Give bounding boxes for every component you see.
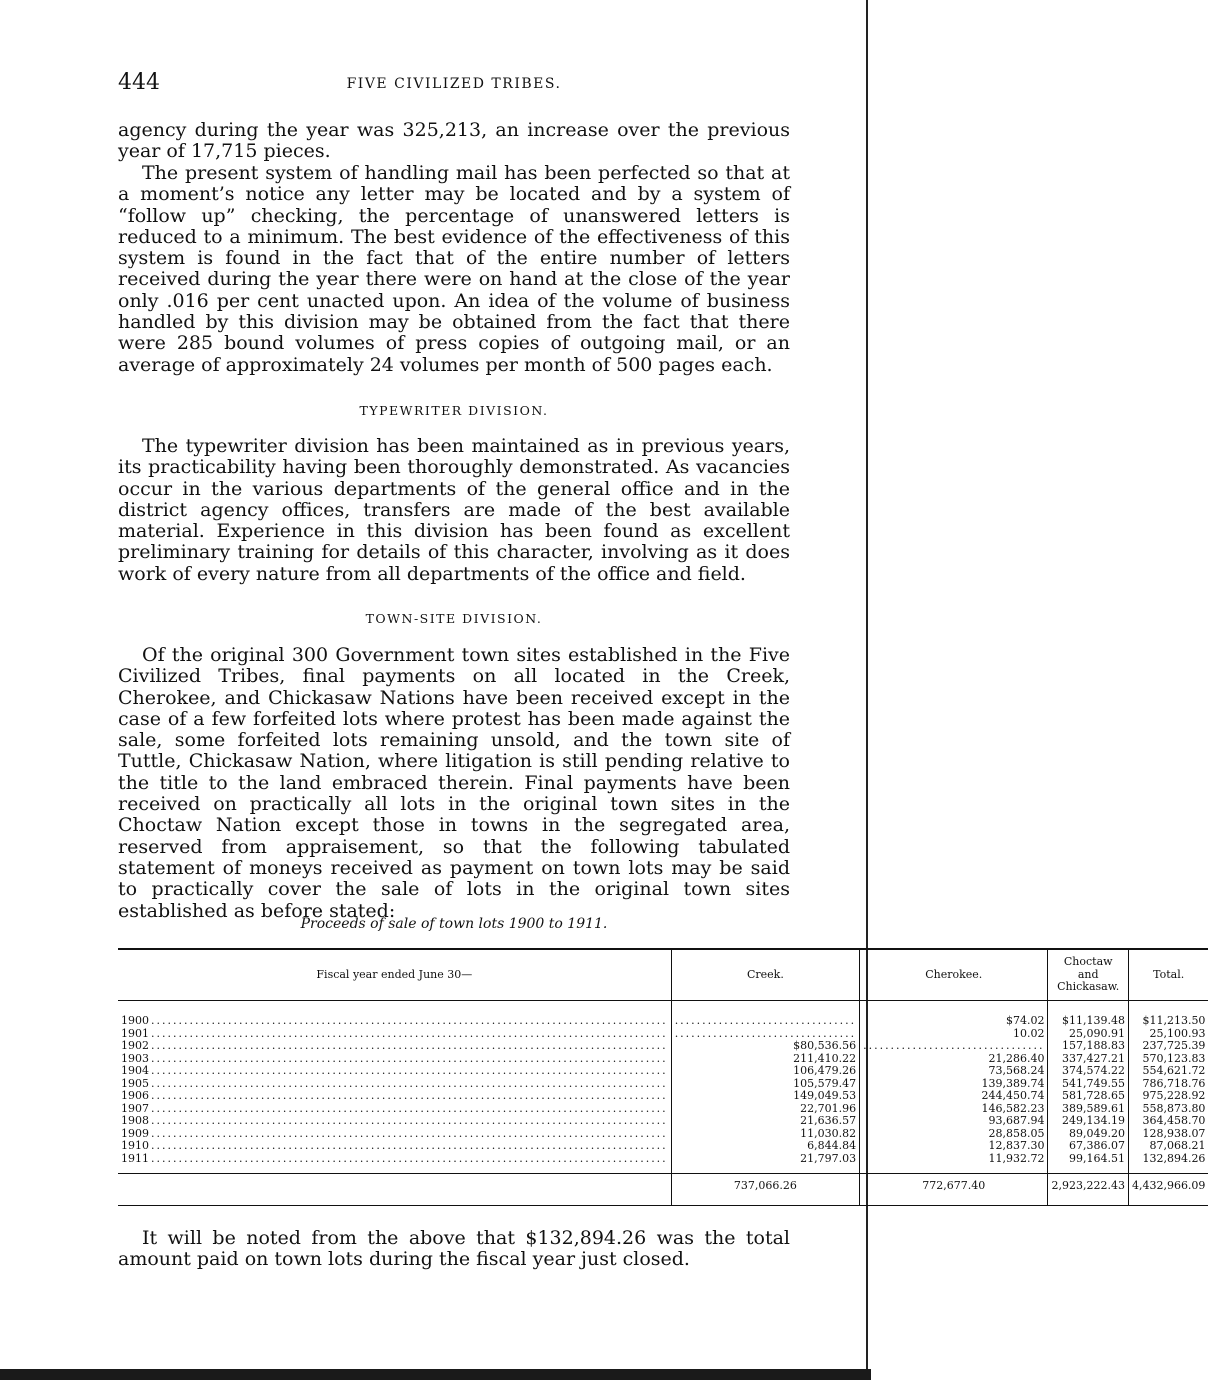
row-year: 1900 .............................................................................................. — [121, 1014, 668, 1027]
header-total: Total. — [1128, 949, 1208, 1001]
row-total: 558,873.80 — [1128, 1103, 1208, 1116]
proceeds-table — [118, 948, 1208, 1206]
total-choctaw: 2,923,222.43 — [1048, 1174, 1128, 1206]
row-total: 87,068.21 — [1128, 1140, 1208, 1153]
paragraph-mail-count: agency during the year was 325,213, an increase over the previous year of 17,715 pieces. — [118, 119, 790, 163]
heading-town-site-division: TOWN-SITE DIVISION. — [365, 611, 543, 626]
table-row — [118, 1065, 1208, 1078]
row-creek: 11,030.82 — [671, 1128, 859, 1141]
row-creek: 106,479.26 — [671, 1065, 859, 1078]
table-row — [118, 1001, 1208, 1028]
row-cherokee: $74.02 — [860, 1001, 1048, 1028]
row-creek-empty: ................................. — [671, 1001, 859, 1028]
header-choctaw-chickasaw: Choctaw and Chickasaw. — [1048, 949, 1128, 1001]
row-year: 1901 .............................................................................................. — [121, 1026, 668, 1040]
row-cherokee: 244,450.74 — [860, 1090, 1048, 1103]
row-cherokee: 28,858.05 — [860, 1128, 1048, 1141]
table-totals-row — [118, 1174, 1208, 1206]
row-creek: 6,844.84 — [671, 1140, 859, 1153]
row-choctaw: 541,749.55 — [1048, 1078, 1128, 1091]
row-total: 975,228.92 — [1128, 1090, 1208, 1103]
totals-label — [118, 1174, 671, 1206]
row-total: 132,894.26 — [1128, 1153, 1208, 1174]
row-choctaw: 581,728.65 — [1048, 1090, 1128, 1103]
paragraph-mail-system: The present system of handling mail has been perfected so that at a moment’s notice any letter may be located and by a system of “follow up” checking, the percentage of unanswered letters is reduced to a minimum. The best evidence of the effectiveness of this system is found in the fact that of the entire number of letters received during the year there were on hand at the close of the year only .016 per cent unacted upon. An idea of the volume of business handled by this division may be obtained from the fact that there were 285 bound volumes of press copies of outgoing mail, or an average of approximately 24 volumes per month of 500 pages each. — [118, 162, 790, 376]
row-cherokee: 10.02 — [860, 1028, 1048, 1041]
row-cherokee: 139,389.74 — [860, 1078, 1048, 1091]
table-row — [118, 1115, 1208, 1128]
row-total: 25,100.93 — [1128, 1028, 1208, 1041]
table-header-row — [118, 949, 1208, 1001]
table-row — [118, 1153, 1208, 1174]
header-cherokee: Cherokee. — [860, 949, 1048, 1001]
row-total: 364,458.70 — [1128, 1115, 1208, 1128]
row-choctaw: 67,386.07 — [1048, 1140, 1128, 1153]
row-total: 128,938.07 — [1128, 1128, 1208, 1141]
row-choctaw: 89,049.20 — [1048, 1128, 1128, 1141]
row-cherokee-empty: ................................. — [860, 1040, 1048, 1053]
row-cherokee: 11,932.72 — [860, 1153, 1048, 1174]
row-creek: 21,797.03 — [671, 1153, 859, 1174]
row-creek: 22,701.96 — [671, 1103, 859, 1116]
row-creek: 211,410.22 — [671, 1053, 859, 1066]
row-creek: 149,049.53 — [671, 1090, 859, 1103]
heading-typewriter-division: TYPEWRITER DIVISION. — [359, 403, 549, 418]
row-total: 786,718.76 — [1128, 1078, 1208, 1091]
row-year: 1902 .............................................................................................. — [121, 1039, 668, 1052]
header-fiscal-year: Fiscal year ended June 30— — [118, 949, 671, 1001]
row-creek-empty: ................................. — [671, 1028, 859, 1041]
row-choctaw: 249,134.19 — [1048, 1115, 1128, 1128]
row-choctaw: 99,164.51 — [1048, 1153, 1128, 1174]
total-creek: 737,066.26 — [671, 1174, 859, 1206]
table-row — [118, 1040, 1208, 1053]
row-year: 1903 .............................................................................................. — [121, 1051, 668, 1065]
row-year: 1911 .............................................................................................. — [121, 1151, 668, 1165]
running-title: FIVE CIVILIZED TRIBES. — [346, 76, 562, 92]
row-year: 1908 .............................................................................................. — [121, 1114, 668, 1127]
total-cherokee: 772,677.40 — [860, 1174, 1048, 1206]
row-year: 1907 .............................................................................................. — [121, 1101, 668, 1115]
paragraph-typewriter: The typewriter division has been maintained as in previous years, its practicability having been thoroughly demonstrated. As vacancies occur in the various departments of the general office and in the district agency offices, transfers are made of the best available material. Experience in this division has been found as excellent preliminary training for details of this character, involving as it does work of every nature from all departments of the office and field. — [118, 435, 790, 585]
paragraph-town-site: Of the original 300 Government town sites established in the Five Civilized Tribes, final payments on all located in the Creek, Cherokee, and Chickasaw Nations have been received except in the case of a few forfeited lots where protest has been made against the sale, some forfeited lots remaining unsold, and the town site of Tuttle, Chickasaw Nation, where litigation is still pending relative to the title to the land embraced therein. Final payments have been received on practically all lots in the original town sites in the Choctaw Nation except those in towns in the segregated area, reserved from appraisement, so that the following tabulated statement of moneys received as payment on town lots may be said to practically cover the sale of lots in the original town sites established as before stated: — [118, 644, 790, 922]
row-choctaw: 25,090.91 — [1048, 1028, 1128, 1041]
row-choctaw: 337,427.21 — [1048, 1053, 1128, 1066]
row-total: 237,725.39 — [1128, 1040, 1208, 1053]
paragraph-closing: It will be noted from the above that $132,894.26 was the total amount paid on town lots during the fiscal year just closed. — [118, 1227, 790, 1271]
row-year: 1905 .............................................................................................. — [121, 1076, 668, 1090]
row-year: 1904 .............................................................................................. — [121, 1064, 668, 1077]
row-year: 1910 .............................................................................................. — [121, 1139, 668, 1152]
row-cherokee: 73,568.24 — [860, 1065, 1048, 1078]
row-cherokee: 12,837.30 — [860, 1140, 1048, 1153]
header-creek: Creek. — [671, 949, 859, 1001]
row-year: 1906 .............................................................................................. — [121, 1089, 668, 1102]
row-total: 570,123.83 — [1128, 1053, 1208, 1066]
row-total: 554,621.72 — [1128, 1065, 1208, 1078]
row-creek: $80,536.56 — [671, 1040, 859, 1053]
row-choctaw: 157,188.83 — [1048, 1040, 1128, 1053]
row-creek: 105,579.47 — [671, 1078, 859, 1091]
total-grand: 4,432,966.09 — [1128, 1174, 1208, 1206]
row-cherokee: 21,286.40 — [860, 1053, 1048, 1066]
table-row — [118, 1140, 1208, 1153]
row-choctaw: 389,589.61 — [1048, 1103, 1128, 1116]
table-caption: Proceeds of sale of town lots 1900 to 1911. — [300, 916, 608, 932]
row-cherokee: 93,687.94 — [860, 1115, 1048, 1128]
row-cherokee: 146,582.23 — [860, 1103, 1048, 1116]
page-number: 444 — [118, 70, 160, 95]
row-creek: 21,636.57 — [671, 1115, 859, 1128]
scan-edge-bottom — [0, 1369, 871, 1380]
row-year: 1909 .............................................................................................. — [121, 1126, 668, 1140]
row-choctaw: $11,139.48 — [1048, 1001, 1128, 1028]
page-header — [118, 70, 790, 100]
row-choctaw: 374,574.22 — [1048, 1065, 1128, 1078]
row-total: $11,213.50 — [1128, 1001, 1208, 1028]
table-row — [118, 1090, 1208, 1103]
